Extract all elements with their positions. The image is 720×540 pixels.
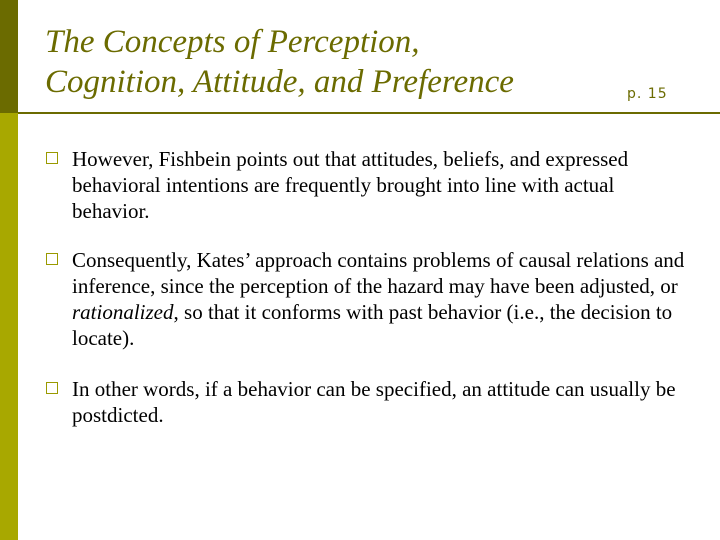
- bullet-item-2: [46, 247, 686, 351]
- square-bullet-icon: [46, 382, 58, 394]
- bullet-text-3: In other words, if a behavior can be specified, an attitude can usually be postdicted.: [72, 377, 676, 427]
- bullet-item-3: [46, 376, 686, 428]
- bullet-text-2-part-1: Consequently, Kates’ approach contains problems of causal relations and inference, since the perception of the hazard may have been adjusted, or: [72, 248, 685, 298]
- bullet-text-2-italic: rationalized: [72, 300, 174, 324]
- slide-title: [45, 22, 514, 102]
- left-accent-bar-bottom: [0, 113, 18, 540]
- left-accent-bar-top: [0, 0, 18, 113]
- bullet-text-2: [72, 247, 686, 351]
- slide-title-line-1: The Concepts of Perception,: [45, 24, 420, 60]
- square-bullet-icon: [46, 253, 58, 265]
- title-divider: [18, 112, 720, 114]
- page-number: p. 15: [627, 86, 668, 102]
- square-bullet-icon: [46, 152, 58, 164]
- bullet-text-2-part-2: , so that it conforms with past behavior (i.e., the decision to locate).: [72, 300, 673, 350]
- slide-title-line-2: Cognition, Attitude, and Preference: [45, 64, 514, 100]
- bullet-text-1: However, Fishbein points out that attitudes, beliefs, and expressed behavioral intentions are frequently brought into line with actual behavior.: [72, 147, 629, 223]
- bullet-item-1: [46, 146, 686, 224]
